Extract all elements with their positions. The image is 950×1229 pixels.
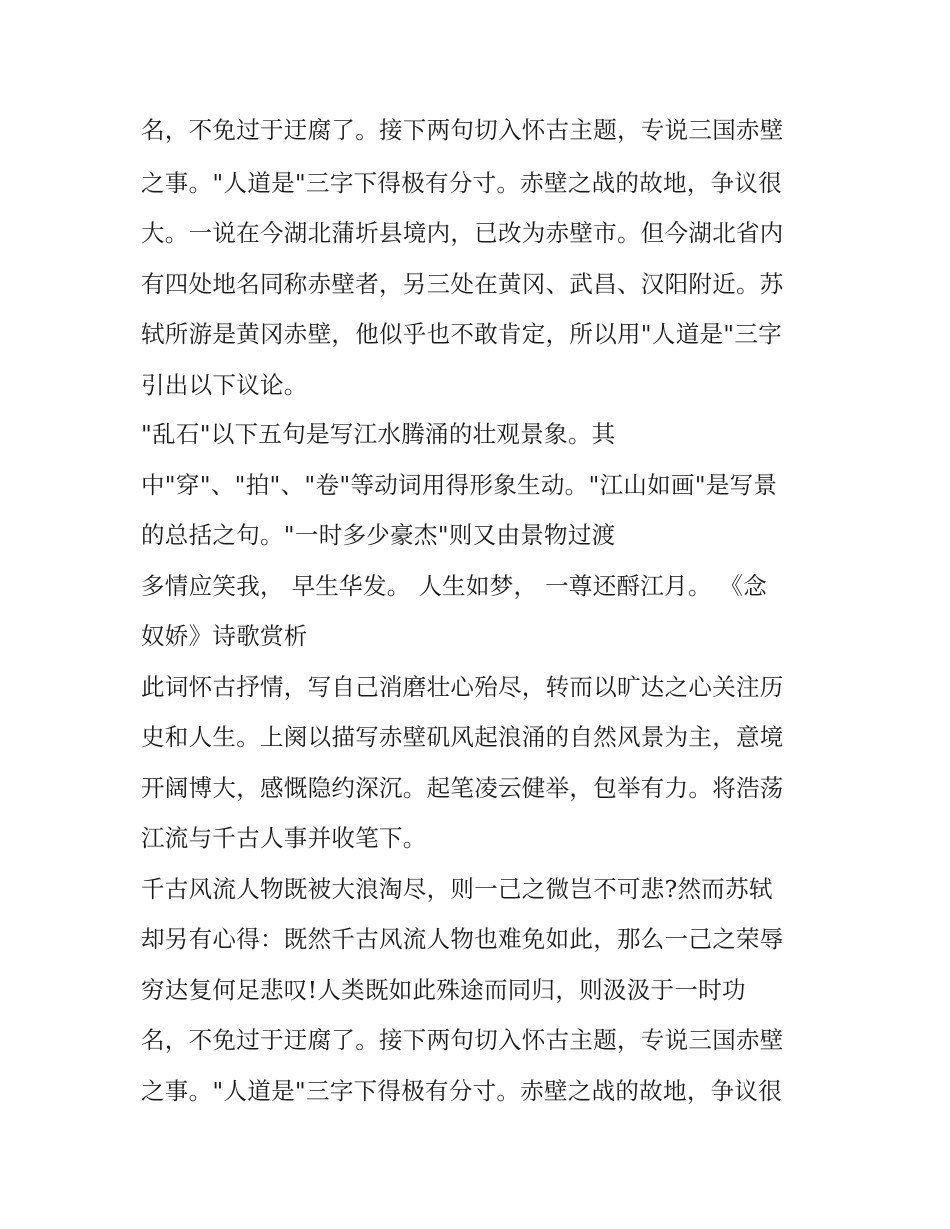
text-line: 名，不免过于迂腐了。接下两句切入怀古主题，专说三国赤壁 <box>141 1026 784 1054</box>
text-line: 有四处地名同称赤壁者，另三处在黄冈、武昌、汉阳附近。苏 <box>141 270 784 298</box>
text-line: 江流与千古人事并收笔下。 <box>141 824 427 852</box>
text-line: 穷达复何足悲叹!人类既如此殊途而同归，则汲汲于一时功 <box>141 976 746 1004</box>
text-line: 引出以下议论。 <box>141 371 308 399</box>
text-line: 之事。"人道是"三字下得极有分寸。赤壁之战的故地，争议很 <box>141 1077 783 1105</box>
text-line: 奴娇》诗歌赏析 <box>141 622 308 650</box>
text-line: 此词怀古抒情，写自己消磨壮心殆尽，转而以旷达之心关注历 <box>141 673 784 701</box>
text-line: 轼所游是黄冈赤壁，他似乎也不敢肯定，所以用"人道是"三字 <box>141 320 783 348</box>
text-line: 的总括之句。"一时多少豪杰"则又由景物过渡 <box>141 521 616 549</box>
text-line: 开阔博大，感慨隐约深沉。起笔凌云健举，包举有力。将浩荡 <box>141 774 784 802</box>
text-line: 之事。"人道是"三字下得极有分寸。赤壁之战的故地，争议很 <box>141 169 783 197</box>
text-line: 多情应笑我， 早生华发。 人生如梦， 一尊还酹江月。 《念 <box>141 572 768 600</box>
text-line: 大。一说在今湖北蒲圻县境内，已改为赤壁市。但今湖北省内 <box>141 219 784 247</box>
text-line: 却另有心得：既然千古风流人物也难免如此，那么一己之荣辱 <box>141 925 784 953</box>
text-line: 千古风流人物既被大浪淘尽，则一己之微岂不可悲?然而苏轼 <box>141 875 773 903</box>
text-line: 史和人生。上阕以描写赤壁矶风起浪涌的自然风景为主，意境 <box>141 723 784 751</box>
text-line: 名，不免过于迂腐了。接下两句切入怀古主题，专说三国赤壁 <box>141 116 784 144</box>
text-line: "乱石"以下五句是写江水腾涌的壮观景象。其 <box>141 420 616 448</box>
text-line: 中"穿"、"拍"、"卷"等动词用得形象生动。"江山如画"是写景 <box>141 471 778 499</box>
